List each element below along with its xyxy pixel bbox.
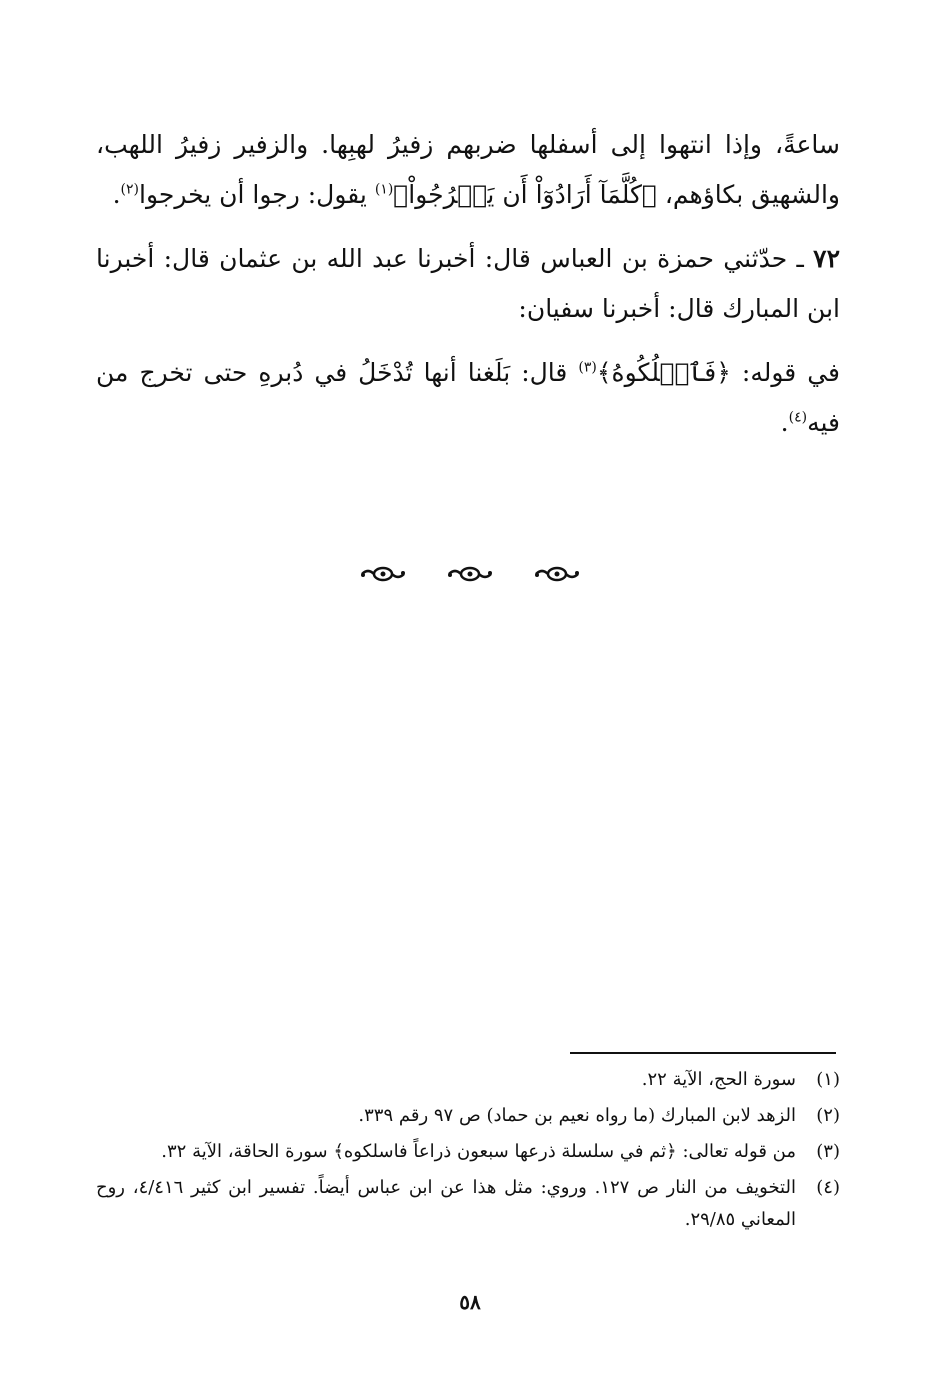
footnotes <box>96 1064 840 1240</box>
footnote-separator <box>570 1052 836 1054</box>
footnote-text: من قوله تعالى: ﴿ثم في سلسلة ذرعها سبعون ذراعاً فاسلكوه﴾ سورة الحاقة، الآية ٣٢. <box>161 1141 796 1162</box>
footnote-number: (٣) <box>816 1141 840 1162</box>
footnote-number: (٢) <box>816 1105 840 1126</box>
ornament-icon <box>360 564 406 584</box>
page-number: ٥٨ <box>459 1290 481 1314</box>
footnote-3 <box>96 1136 840 1168</box>
footnote-ref-4[interactable]: (٤) <box>788 409 808 426</box>
footnote-text: الزهد لابن المبارك (ما رواه نعيم بن حماد) ص ٩٧ رقم ٣٣٩. <box>358 1105 796 1126</box>
footnote-1 <box>96 1064 840 1096</box>
footnote-ref-2[interactable]: (٢) <box>120 181 140 198</box>
paragraph-1-end: . <box>112 180 121 209</box>
quran-quote-2: ﴿فَٱسۡلُكُوهُ﴾ <box>596 358 731 387</box>
ornament-icon <box>447 564 493 584</box>
footnote-number: (١) <box>816 1069 840 1090</box>
main-text <box>96 120 840 462</box>
paragraph-1 <box>96 120 840 220</box>
paragraph-2-text: ـ حدّثني حمزة بن العباس قال: أخبرنا عبد الله بن عثمان قال: أخبرنا ابن المبارك قال: أخبرنا سفيان: <box>96 244 840 323</box>
paragraph-3-text: قال: بَلَغنا أنها تُدْخَلُ في دُبرهِ حتى تخرج من فيه <box>96 358 840 437</box>
footnote-ref-1[interactable]: (١) <box>374 181 394 198</box>
footnote-number: (٤) <box>816 1177 840 1198</box>
footnote-ref-3[interactable]: (٣) <box>578 359 597 376</box>
footnote-4 <box>96 1172 840 1236</box>
paragraph-3-start: في قوله: <box>741 358 841 387</box>
footnote-text: سورة الحج، الآية ٢٢. <box>641 1069 796 1090</box>
quran-quote-1: ﴿كُلَّمَآ أَرَادُوٓاْ أَن يَخۡرُجُواْ﴾ <box>393 180 657 209</box>
footnote-2 <box>96 1100 840 1132</box>
paragraph-1-continuation: يقول: رجوا أن يخرجوا <box>139 180 367 209</box>
paragraph-3-end: . <box>780 408 789 437</box>
paragraph-2 <box>96 234 840 334</box>
paragraph-1-text: ساعةً، وإذا انتهوا إلى أسفلها ضربهم زفيرُ لهبِها. والزفير زفيرُ اللهب، والشهيق بكاؤهم، <box>96 130 840 209</box>
footnote-text: التخويف من النار ص ١٢٧. وروي: مثل هذا عن ابن عباس أيضاً. تفسير ابن كثير ٤/٤١٦، روح المعاني ٢٩/٨٥. <box>96 1177 796 1230</box>
paragraph-3 <box>96 348 840 448</box>
ornament-icon <box>534 564 580 584</box>
hadith-number: ٧٢ <box>813 244 840 273</box>
section-divider-ornament <box>360 556 580 592</box>
